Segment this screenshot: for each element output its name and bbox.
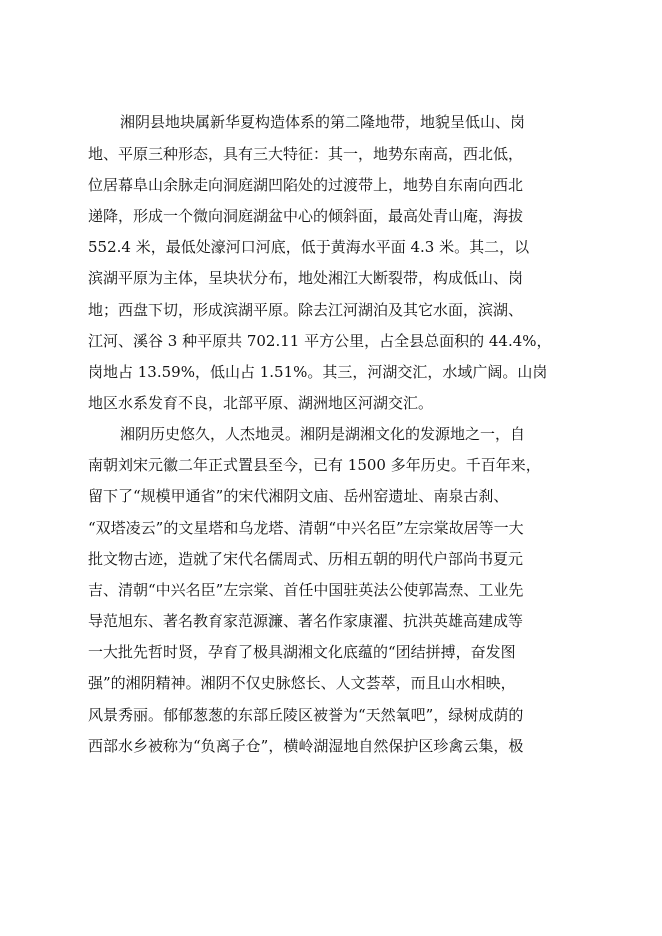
paragraph-1-line-2: 地、平原三种形态，具有三大特征：其一，地势东南高，西北低， [88,145,524,163]
paragraph-2-line-8: 一大批先哲时贤，孕育了极具湖湘文化底蕴的“团结拼搏，奋发图 [88,643,516,661]
paragraph-2-line-4: “双塔凌云”的文星塔和乌龙塔、清朝“中兴名臣”左宗棠故居等一大 [88,519,524,537]
paragraph-1-line-3: 位居幕阜山余脉走向洞庭湖凹陷处的过渡带上，地势自东南向西北 [88,176,524,194]
paragraph-2-line-3: 留下了“规模甲通省”的宋代湘阴文庙、岳州窑遗址、南泉古刹、 [88,487,509,505]
paragraph-1-line-5: 552.4 米，最低处濠河口河底，低于黄海水平面 4.3 米。其二，以 [88,238,530,256]
paragraph-1-line-4: 递降，形成一个微向洞庭湖盆中心的倾斜面，最高处青山庵，海拔 [88,207,524,225]
paragraph-1-line-10: 地区水系发育不良，北部平原、湖洲地区河湖交汇。 [88,394,434,412]
paragraph-2-line-6: 吉、清朝“中兴名臣”左宗棠、首任中国驻英法公使郭嵩焘、工业先 [88,581,524,599]
paragraph-2-line-10: 风景秀丽。郁郁葱葱的东部丘陵区被誉为“天然氧吧”，绿树成荫的 [88,706,524,724]
paragraph-2-line-1: 湘阴历史悠久，人杰地灵。湘阴是湖湘文化的发源地之一，自 [120,425,526,443]
paragraph-2-line-2: 南朝刘宋元徽二年正式置县至今，已有 1500 多年历史。千百年来， [88,456,541,474]
paragraph-1-line-7: 地；西盘下切，形成滨湖平原。除去江河湖泊及其它水面，滨湖、 [88,301,524,319]
paragraph-1-line-8: 江河、溪谷 3 种平原共 702.11 平方公里，占全县总面积的 44.4%， [88,332,552,350]
paragraph-1-line-9: 岗地占 13.59%，低山占 1.51%。其三，河湖交汇，水域广阔。山岗 [88,363,548,381]
paragraph-2-line-9: 强”的湘阴精神。湘阴不仅史脉悠长、人文荟萃，而且山水相映， [88,674,516,692]
paragraph-1-line-1: 湘阴县地块属新华夏构造体系的第二隆地带，地貌呈低山、岗 [120,113,526,131]
paragraph-2-line-11: 西部水乡被称为“负离子仓”，横岭湖湿地自然保护区珍禽云集，极 [88,737,524,755]
paragraph-1-line-6: 滨湖平原为主体，呈块状分布，地处湘江大断裂带，构成低山、岗 [88,269,524,287]
paragraph-2-line-5: 批文物古迹，造就了宋代名儒周式、历相五朝的明代户部尚书夏元 [88,550,524,568]
paragraph-2-line-7: 导范旭东、著名教育家范源濂、著名作家康濯、抗洪英雄高建成等 [88,612,524,630]
